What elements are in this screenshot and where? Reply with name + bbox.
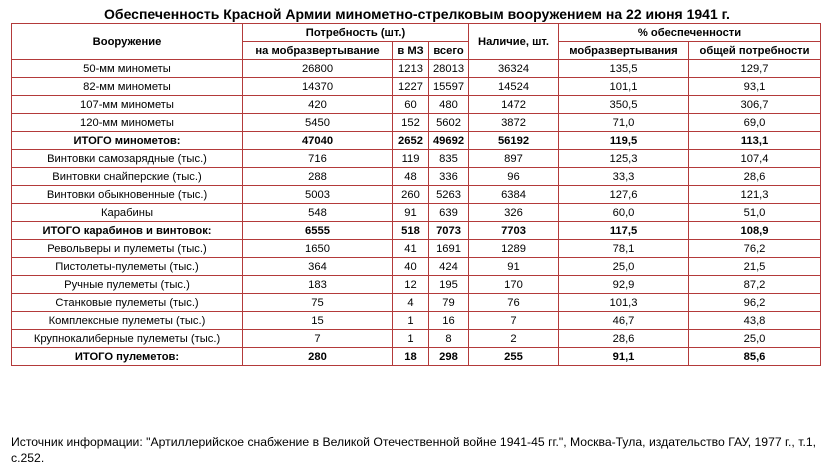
cell-supply-total: 28,6 (689, 168, 821, 186)
cell-need-total: 28013 (429, 60, 469, 78)
cell-weapon-name: ИТОГО минометов: (12, 132, 243, 150)
cell-need-mz: 1 (393, 312, 429, 330)
cell-supply-mob: 25,0 (559, 258, 689, 276)
cell-supply-total: 25,0 (689, 330, 821, 348)
table-body (12, 60, 821, 366)
cell-weapon-name: ИТОГО карабинов и винтовок: (12, 222, 243, 240)
cell-supply-mob: 127,6 (559, 186, 689, 204)
table-row (12, 186, 821, 204)
cell-available: 255 (469, 348, 559, 366)
cell-weapon-name: Винтовки самозарядные (тыс.) (12, 150, 243, 168)
table-row (12, 312, 821, 330)
cell-supply-mob: 135,5 (559, 60, 689, 78)
cell-need-mob: 75 (243, 294, 393, 312)
cell-weapon-name: Винтовки снайперские (тыс.) (12, 168, 243, 186)
cell-available: 6384 (469, 186, 559, 204)
cell-supply-total: 121,3 (689, 186, 821, 204)
cell-supply-mob: 60,0 (559, 204, 689, 222)
cell-supply-mob: 125,3 (559, 150, 689, 168)
cell-available: 170 (469, 276, 559, 294)
cell-need-mz: 2652 (393, 132, 429, 150)
cell-supply-mob: 71,0 (559, 114, 689, 132)
cell-weapon-name: Крупнокалиберные пулеметы (тыс.) (12, 330, 243, 348)
header-available: Наличие, шт. (469, 24, 559, 60)
header-supply-total: общей потребности (689, 42, 821, 60)
cell-need-total: 5263 (429, 186, 469, 204)
cell-need-mob: 716 (243, 150, 393, 168)
cell-need-mob: 364 (243, 258, 393, 276)
cell-need-total: 1691 (429, 240, 469, 258)
cell-weapon-name: Комплексные пулеметы (тыс.) (12, 312, 243, 330)
cell-weapon-name: 82-мм минометы (12, 78, 243, 96)
cell-supply-total: 85,6 (689, 348, 821, 366)
cell-need-total: 298 (429, 348, 469, 366)
cell-need-mz: 1213 (393, 60, 429, 78)
cell-supply-total: 76,2 (689, 240, 821, 258)
cell-supply-total: 113,1 (689, 132, 821, 150)
cell-available: 56192 (469, 132, 559, 150)
cell-weapon-name: Пистолеты-пулеметы (тыс.) (12, 258, 243, 276)
cell-supply-mob: 33,3 (559, 168, 689, 186)
cell-available: 326 (469, 204, 559, 222)
cell-weapon-name: Карабины (12, 204, 243, 222)
header-need-total: всего (429, 42, 469, 60)
cell-need-total: 49692 (429, 132, 469, 150)
cell-need-mob: 183 (243, 276, 393, 294)
cell-need-mz: 48 (393, 168, 429, 186)
cell-need-total: 15597 (429, 78, 469, 96)
cell-available: 91 (469, 258, 559, 276)
cell-need-mob: 15 (243, 312, 393, 330)
cell-need-total: 8 (429, 330, 469, 348)
cell-need-mob: 280 (243, 348, 393, 366)
table-row (12, 60, 821, 78)
cell-supply-total: 129,7 (689, 60, 821, 78)
cell-available: 1289 (469, 240, 559, 258)
cell-supply-mob: 78,1 (559, 240, 689, 258)
cell-need-mob: 548 (243, 204, 393, 222)
cell-supply-total: 69,0 (689, 114, 821, 132)
cell-supply-mob: 101,1 (559, 78, 689, 96)
cell-need-total: 16 (429, 312, 469, 330)
cell-need-mz: 260 (393, 186, 429, 204)
cell-available: 3872 (469, 114, 559, 132)
table-row (12, 78, 821, 96)
cell-supply-total: 93,1 (689, 78, 821, 96)
cell-need-total: 835 (429, 150, 469, 168)
header-need: Потребность (шт.) (243, 24, 469, 42)
supply-table (11, 23, 821, 366)
cell-need-mob: 7 (243, 330, 393, 348)
cell-weapon-name: ИТОГО пулеметов: (12, 348, 243, 366)
cell-available: 36324 (469, 60, 559, 78)
cell-need-total: 7073 (429, 222, 469, 240)
cell-need-mz: 41 (393, 240, 429, 258)
cell-need-mz: 91 (393, 204, 429, 222)
header-weapon: Вооружение (12, 24, 243, 60)
cell-available: 7 (469, 312, 559, 330)
cell-need-mz: 1 (393, 330, 429, 348)
cell-supply-total: 51,0 (689, 204, 821, 222)
cell-need-mob: 6555 (243, 222, 393, 240)
cell-need-mob: 47040 (243, 132, 393, 150)
cell-supply-total: 87,2 (689, 276, 821, 294)
table-row (12, 258, 821, 276)
header-supply: % обеспеченности (559, 24, 821, 42)
table-row (12, 114, 821, 132)
cell-need-total: 79 (429, 294, 469, 312)
cell-need-total: 195 (429, 276, 469, 294)
cell-supply-total: 107,4 (689, 150, 821, 168)
cell-supply-total: 43,8 (689, 312, 821, 330)
cell-supply-mob: 92,9 (559, 276, 689, 294)
header-supply-mob: мобразвертывания (559, 42, 689, 60)
cell-weapon-name: Револьверы и пулеметы (тыс.) (12, 240, 243, 258)
table-header (12, 24, 821, 60)
cell-weapon-name: 50-мм минометы (12, 60, 243, 78)
cell-supply-mob: 350,5 (559, 96, 689, 114)
table-row (12, 150, 821, 168)
cell-need-mob: 26800 (243, 60, 393, 78)
cell-available: 7703 (469, 222, 559, 240)
cell-available: 14524 (469, 78, 559, 96)
cell-need-total: 336 (429, 168, 469, 186)
cell-need-mob: 14370 (243, 78, 393, 96)
cell-need-mz: 18 (393, 348, 429, 366)
source-note: Источник информации: "Артиллерийское снабжение в Великой Отечественной войне 1941-45 гг.", Москва-Тула, издательство ГАУ, 1977 г., т.1, с.252. (11, 435, 816, 465)
cell-need-mz: 60 (393, 96, 429, 114)
cell-weapon-name: 120-мм минометы (12, 114, 243, 132)
cell-need-mob: 420 (243, 96, 393, 114)
cell-weapon-name: Ручные пулеметы (тыс.) (12, 276, 243, 294)
table-total-row (12, 222, 821, 240)
cell-need-mz: 518 (393, 222, 429, 240)
table-row (12, 330, 821, 348)
cell-supply-mob: 101,3 (559, 294, 689, 312)
table-row (12, 294, 821, 312)
cell-supply-mob: 119,5 (559, 132, 689, 150)
table-row (12, 96, 821, 114)
cell-need-total: 480 (429, 96, 469, 114)
cell-supply-mob: 28,6 (559, 330, 689, 348)
header-need-mz: в МЗ (393, 42, 429, 60)
cell-need-total: 5602 (429, 114, 469, 132)
cell-need-mob: 5450 (243, 114, 393, 132)
cell-weapon-name: Станковые пулеметы (тыс.) (12, 294, 243, 312)
cell-supply-total: 108,9 (689, 222, 821, 240)
table-row (12, 168, 821, 186)
cell-need-mz: 152 (393, 114, 429, 132)
cell-available: 1472 (469, 96, 559, 114)
cell-need-mob: 5003 (243, 186, 393, 204)
cell-supply-total: 306,7 (689, 96, 821, 114)
cell-supply-total: 96,2 (689, 294, 821, 312)
cell-weapon-name: 107-мм минометы (12, 96, 243, 114)
cell-need-mz: 119 (393, 150, 429, 168)
cell-supply-mob: 46,7 (559, 312, 689, 330)
cell-available: 897 (469, 150, 559, 168)
cell-need-mob: 1650 (243, 240, 393, 258)
cell-available: 76 (469, 294, 559, 312)
cell-available: 2 (469, 330, 559, 348)
page-title: Обеспеченность Красной Армии минометно-стрелковым вооружением на 22 июня 1941 г. (104, 6, 730, 22)
table-row (12, 240, 821, 258)
table-row (12, 204, 821, 222)
cell-need-mob: 288 (243, 168, 393, 186)
cell-supply-total: 21,5 (689, 258, 821, 276)
cell-available: 96 (469, 168, 559, 186)
header-need-mob: на мобразвертывание (243, 42, 393, 60)
cell-weapon-name: Винтовки обыкновенные (тыс.) (12, 186, 243, 204)
cell-need-mz: 12 (393, 276, 429, 294)
cell-supply-mob: 91,1 (559, 348, 689, 366)
cell-need-mz: 40 (393, 258, 429, 276)
table-total-row (12, 348, 821, 366)
cell-need-mz: 4 (393, 294, 429, 312)
cell-need-total: 424 (429, 258, 469, 276)
cell-need-total: 639 (429, 204, 469, 222)
cell-need-mz: 1227 (393, 78, 429, 96)
table-total-row (12, 132, 821, 150)
cell-supply-mob: 117,5 (559, 222, 689, 240)
table-row (12, 276, 821, 294)
